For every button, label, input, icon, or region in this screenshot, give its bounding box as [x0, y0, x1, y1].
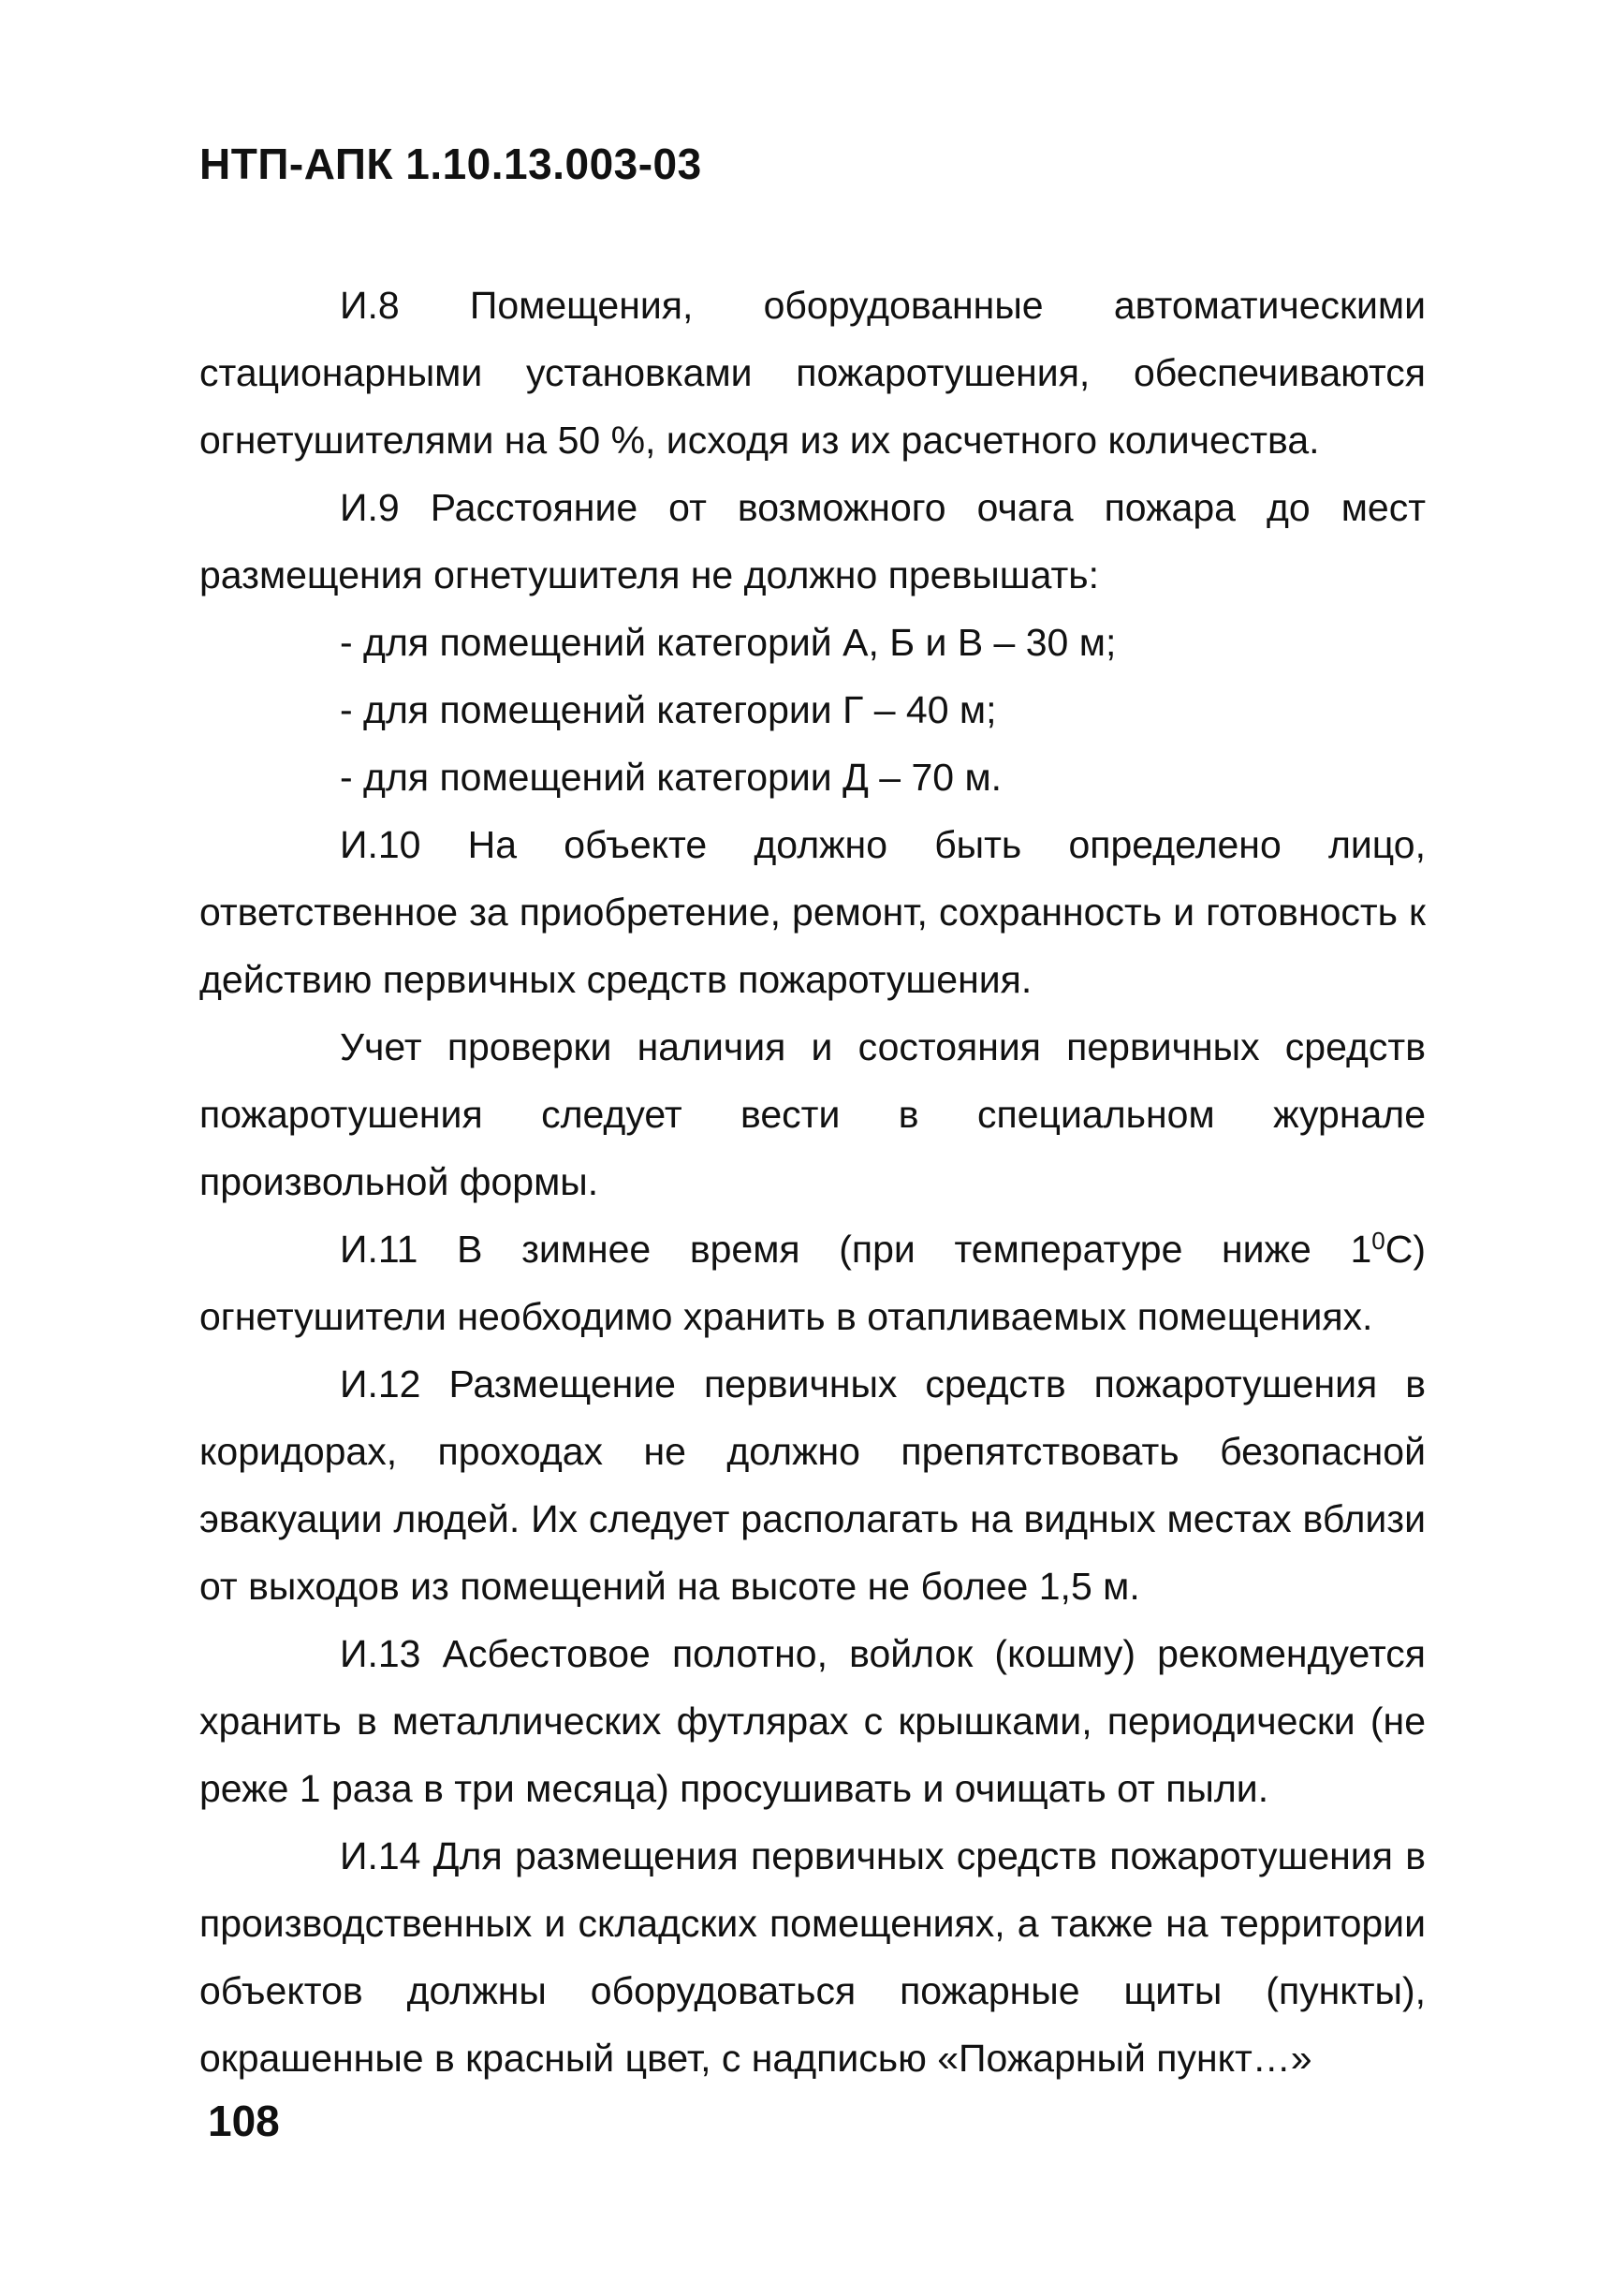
- paragraph-i11: [199, 1215, 1426, 1350]
- list-item-category-abv: - для помещений категорий А, Б и В – 30 м;: [340, 621, 1117, 664]
- paragraph-i13: И.13 Асбестовое полотно, войлок (кошму) рекомендуется хранить в металлических футлярах с крышками, периодически (не реже 1 раза в три месяца) просушивать и очищать от пыли.: [199, 1632, 1426, 1810]
- paragraph-i11-text-before: И.11 В зимнее время (при температуре ниже 1: [340, 1228, 1372, 1271]
- paragraph-i14: И.14 Для размещения первичных средств пожаротушения в производственных и складских помещениях, а также на территории объектов должны оборудоваться пожарные щиты (пункты), окрашенные в красный цвет, с надписью «Пожарный пункт…»: [199, 1834, 1426, 2080]
- paragraph-i10: И.10 На объекте должно быть определено лицо, ответственное за приобретение, ремонт, сохранность и готовность к действию первичных средств пожаротушения.: [199, 823, 1426, 1001]
- paragraph-i11-text-after: С) огнетушители необходимо хранить в отапливаемых помещениях.: [199, 1228, 1426, 1338]
- page-number: 108: [208, 2097, 280, 2145]
- paragraph-i10-note: Учет проверки наличия и состояния первичных средств пожаротушения следует вести в специальном журнале произвольной формы.: [199, 1025, 1426, 1203]
- document-body: [199, 272, 1426, 2092]
- list-item-category-g: - для помещений категории Г – 40 м;: [340, 688, 997, 731]
- degree-superscript: 0: [1371, 1227, 1385, 1255]
- paragraph-i12: И.12 Размещение первичных средств пожаротушения в коридорах, проходах не должно препятствовать безопасной эвакуации людей. Их следует располагать на видных местах вблизи от выходов из помещений на высоте не более 1,5 м.: [199, 1362, 1426, 1608]
- list-item-category-d: - для помещений категории Д – 70 м.: [340, 756, 1003, 799]
- paragraph-i9: И.9 Расстояние от возможного очага пожара до мест размещения огнетушителя не должно превышать:: [199, 486, 1426, 596]
- paragraph-i8: И.8 Помещения, оборудованные автоматическими стационарными установками пожаротушения, обеспечиваются огнетушителями на 50 %, исходя из их расчетного количества.: [199, 284, 1426, 462]
- document-code-header: НТП-АПК 1.10.13.003-03: [199, 140, 702, 188]
